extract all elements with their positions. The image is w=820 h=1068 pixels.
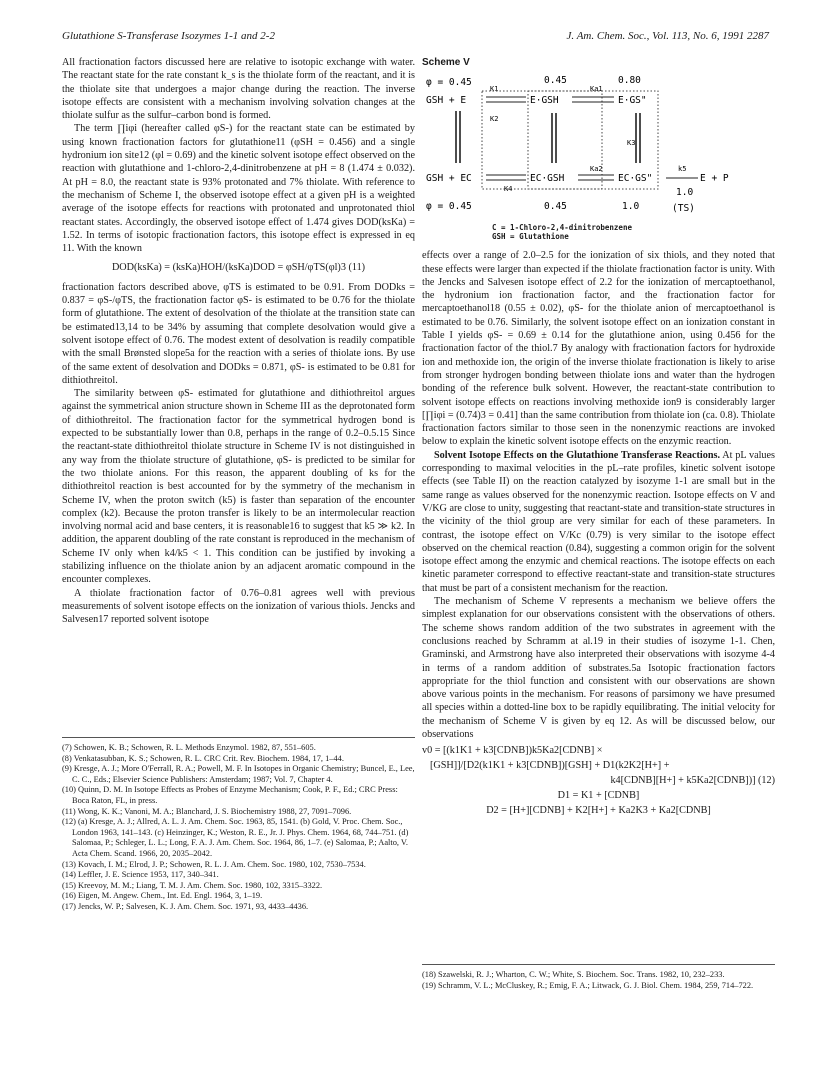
paragraph: The mechanism of Scheme V represents a mechanism we believe offers the simplest explanation for our observations consistent with the observations of others. The scheme shows random addition of the two substrates in agreement with the conclusions reached by Schramm at al.19 in their studies of isozyme 1-1. Chen, Graminski, and Armstrong have also interpreted their observations with isozyme 4-4 in terms of a random addition of substrates.5a Isotopic fractionation factors appropriate for the thiol function and consistent with our observations are shown above various points in the mechanism. For reasons of parsimony we have presumed all species within a dotted-line box to be rapidly equilibrating. The initial velocity for the mechanism of Scheme V is given by eq 12. As will be discussed below, our observations [422, 596, 775, 740]
ec-gsh: EC·GSH [530, 173, 565, 185]
k2-label: K2 [490, 115, 499, 124]
reference: (8) Venkatasubban, K. S.; Schowen, R. L. CRC Crit. Rev. Biochem. 1984, 17, 1–44. [62, 753, 344, 763]
bottom-right-value: 1.0 [622, 201, 640, 213]
eq12-line: k4[CDNB][H+] + k5Ka2[CDNB])] (12) [610, 775, 775, 787]
section-heading: Solvent Isotope Effects on the Glutathione Transferase Reactions. [434, 449, 721, 461]
reference: (9) Kresge, A. J.; More O'Ferrall, R. A.; Powell, M. F. In Isotopes in Organic Chemistry; Buncel, E., Lee, C. C., Eds.; Elsevier Science Publishers: Amsterdam; 1987; Vol. 7, Chapter 4. [62, 764, 415, 784]
ka2-label: Ka2 [590, 165, 603, 174]
gsh-ec: GSH + EC [426, 173, 472, 185]
paragraph: All fractionation factors discussed here are relative to isotopic exchange with water. The reactant state for the rate constant k_s is the thiolate form of the reactant, and it is the thiolate site that undergoes a major change during the reaction. The inverse isotope effects are consistent with a mechanism involving solvation changes at the thiolate sulfur as the sulfur–carbon bond is formed. [62, 57, 415, 122]
top-mid-value: 0.45 [544, 75, 567, 87]
reference: (14) Leffler, J. E. Science 1953, 117, 340–341. [62, 870, 219, 880]
ka1-label: Ka1 [590, 85, 603, 94]
gsh-e: GSH + E [426, 95, 467, 107]
equation-11: DOD(ksKa) = (ksKa)HOH/(ksKa)DOD = φSH/φTS(φl)3 (11) [111, 262, 366, 274]
reference: (17) Jencks, W. P.; Salvesen, K. J. Am. Chem. Soc. 1971, 93, 4433–4436. [62, 901, 309, 911]
e-gsh: E·GSH [530, 95, 559, 107]
footnotes-right [422, 964, 775, 991]
reference: (16) Eigen, M. Angew. Chem., Int. Ed. Engl. 1964, 3, 1–19. [62, 891, 263, 901]
phi-top: φ = 0.45 [426, 77, 472, 89]
phi-bottom: φ = 0.45 [426, 201, 472, 213]
paragraph: effects over a range of 2.0–2.5 for the ionization of six thiols, and they noted that these effects were larger than expected if the thiolate fractionation factor is unity. With the Jencks and Salvesen isotope effect of 2.2 for the ionization of mercaptoethanol, the hydronium ion fractionation factor, and the fractionation factor for mercaptoethanol18 (0.55 ± 0.02), φS- for the thiolate anion of mercaptoethanol is estimated to be 0.76. Similarly, the solvent isotope effect on an ionization constant in Table I yields φS- = 0.69 ± 0.14 for the glutathione anion, using 0.456 for the fractionation factor of the thiol.7 By analogy with fractionation factors for hydroxide ion and methoxide ion, the origin of the inverse thiolate fractionation is likely to arise from stronger hydrogen bonding between thiolate ions and water than the hydrogen bonding of the reference bulk solvent. However, the reactant-state contribution to solvent isotope effects on reactions involving methoxide ion9 is considerably larger [∏iφi = (0.74)3 = 0.41] than the same contribution from thiolate ion (ca. 0.8). Thiolate fractionation factors similar to those seen in the nonenzymic reactions are invoked below to explain the kinetic solvent isotope effects on the enzymic reaction. [422, 250, 775, 448]
reference: (12) (a) Kresge, A. J.; Allred, A. L. J. Am. Chem. Soc. 1963, 85, 1541. (b) Gold, V. Proc. Chem. Soc., London 1963, 141–143. (c) Heinzinger, K.; Weston, R. E., Jr. J. Phys. Chem. 1964, 68, 744–751. (d) Salomaa, P.; Schleger, L. L.; Long, F. A. J. Am. Chem. Soc. 1964, 86, 1–7. (e) Salomaa, P.; Aalto, V. Acta Chem. Scand. 1966, 20, 2035–2042. [62, 817, 409, 858]
k5-label: k5 [678, 165, 687, 174]
footnotes-left [62, 737, 415, 913]
reference: (10) Quinn, D. M. In Isotope Effects as Probes of Enzyme Mechanism; Cook, P. F., Ed.; CRC Press: Boca Raton, FL, in press. [62, 785, 398, 805]
scheme-title: Scheme V [422, 57, 470, 68]
left-column [62, 56, 415, 626]
eq12-line: D1 = K1 + [CDNB] [557, 790, 640, 802]
paragraph: fractionation factors described above, φTS is estimated to be 0.91. From DODks = 0.837 = φS-/φTS, the fractionation factor φS- is estimated to be 0.76 for the thiolate form of glutathione. The extent of desolvation of the thiolate at the transition state can be estimated13,14 to be 34% by assuming that complete desolvation would give a solvent isotope effect of 0.76. The modest extent of desolvation is readily compatible with the small Brønsted slope5a for the reaction with a series of thiolate ions. By use of the same extent of desolvation and DODks = 0.871, φS- is estimated to be 0.81 for dithiothreitol. [62, 281, 415, 386]
reference: (18) Szawelski, R. J.; Wharton, C. W.; White, S. Biochem. Soc. Trans. 1982, 10, 232–233. [422, 970, 725, 979]
eq12-line: v0 = [(k1K1 + k3[CDNB])k5Ka2[CDNB] × [422, 745, 603, 757]
reference: (11) Wong, K. K.; Vanoni, M. A.; Blanchard, J. S. Biochemistry 1988, 27, 7091–7096. [62, 806, 352, 816]
paragraph: At pL values corresponding to maximal velocities in the pL–rate profiles, kinetic solvent isotope effects (see Table II) on the reaction catalyzed by isozyme 1-1 are small but in the same range as values observed for the nonenzymic reaction. Isotope effects on V and V/KG are close to unity, suggesting that reactant-state and transition-state structures in the vicinity of the thiol group are very similar for each of these parameters. In contrast, the isotope effect on V/Kc (0.79) is very similar to the isotope effect observed on the chemical reaction (0.84), suggesting a common origin for the solvent isotope effect among the enzymic and chemical reactions. The isotope effects on each kinetic parameter correspond to effective reactant-state and transition-state structures that must be part of a consistent mechanism for the reaction. [422, 449, 776, 594]
e-gs: E·GS" [618, 95, 647, 107]
e-p: E + P [700, 173, 729, 185]
k1-label: K1 [490, 85, 499, 94]
ts-label: (TS) [672, 203, 695, 215]
eq12-line: D2 = [H+][CDNB] + K2[H+] + Ka2K3 + Ka2[CDNB] [486, 805, 711, 817]
reference: (13) Kovach, I. M.; Elrod, J. P.; Schowen, R. L. J. Am. Chem. Soc. 1980, 102, 7530–7534. [62, 859, 366, 869]
paragraph: A thiolate fractionation factor of 0.76–0.81 agrees well with previous measurements of solvent isotope effects on the ionization of various thiols. Jencks and Salvesen17 reported solvent isotope [62, 587, 415, 626]
reference: (7) Schowen, K. B.; Schowen, R. L. Methods Enzymol. 1982, 87, 551–605. [62, 743, 316, 752]
k4-label: K4 [504, 185, 513, 194]
top-right-value: 0.80 [618, 75, 641, 87]
legend-c: C = 1-Chloro-2,4-dinitrobenzene [492, 223, 632, 233]
legend-gsh: GSH = Glutathione [492, 232, 569, 242]
val-1-0: 1.0 [676, 187, 694, 199]
running-header-title: Glutathione S-Transferase Isozymes 1-1 and 2-2 [62, 30, 275, 42]
reference: (19) Schramm, V. L.; McCluskey, R.; Emig, F. A.; Litwack, G. J. Biol. Chem. 1984, 259, 714–722. [422, 980, 754, 990]
reference: (15) Kreevoy, M. M.; Liang, T. M. J. Am. Chem. Soc. 1980, 102, 3315–3322. [62, 880, 323, 890]
running-header-journal: J. Am. Chem. Soc., Vol. 113, No. 6, 1991 2287 [566, 30, 769, 42]
scheme-v-diagram [422, 73, 775, 223]
equation-12 [422, 743, 775, 818]
k3-label: K3 [627, 139, 636, 148]
paragraph: The term ∏iφi (hereafter called φS-) for the reactant state can be estimated by using known fractionation factors for glutathione11 (φSH = 0.456) and a single hydronium ion site12 (φl = 0.69) and the kinetic solvent isotope effect observed on the reaction with glutathione and 1-chloro-2,4-dinitrobenzene at pH = 8 (1.474 ± 0.032). At pH = 8.0, the reactant state is 93% protonated and 7% thiolate. With reference to the mechanism of Scheme I, the observed isotope effect at a given pH is a weighted average of the isotope effects for reactions with protonated and unprotonated thiol reactant states. Accordingly, the observed isotope effect of 1.474 gives DOD(ksKa) = 1.52. In terms of isotopic fractionation factors, this isotope effect is expressed in eq 11. With the known [62, 123, 415, 255]
paragraph: The similarity between φS- estimated for glutathione and dithiothreitol argues against the symmetrical anion structure shown in Scheme III as the deprotonated form of dithiothreitol. The fractionation factor for the symmetrical hydrogen bond is expected to be substantially lower than 0.8, perhaps in the range of 0.2–0.5.15 Since the reactant-state dithiothreitol thiolate structure in Scheme IV is not distinguished in any way from the thiolate structure of glutathione, φS- is predicted to be similar for the two thiolate anions. For this reason, the apparent doubling of ks for the dithiothreitol reaction is best accounted for by the symmetry of the mechanism in Scheme IV, when the proton switch (k5) is faster than separation of the encounter complex (k2). Because the proton transfer is likely to be an intermolecular reaction involving normal acid and base centers, it is reasonable16 to suggest that k5 ≫ k2. In addition, the apparent doubling of the rate constant is reproduced in the mechanism of Scheme IV only when k4/k5 < 1. This condition can be justified by invoking a stabilizing influence on the thiolate anion by an adjacent aromatic compound in the encounter complexes. [62, 388, 415, 586]
eq12-line: [GSH]]/[D2(k1K1 + k3[CDNB])[GSH] + D1(k2K2[H+] + [430, 760, 670, 772]
bottom-mid-value: 0.45 [544, 201, 567, 213]
right-column [422, 56, 775, 818]
ec-gs: EC·GS" [618, 173, 653, 185]
